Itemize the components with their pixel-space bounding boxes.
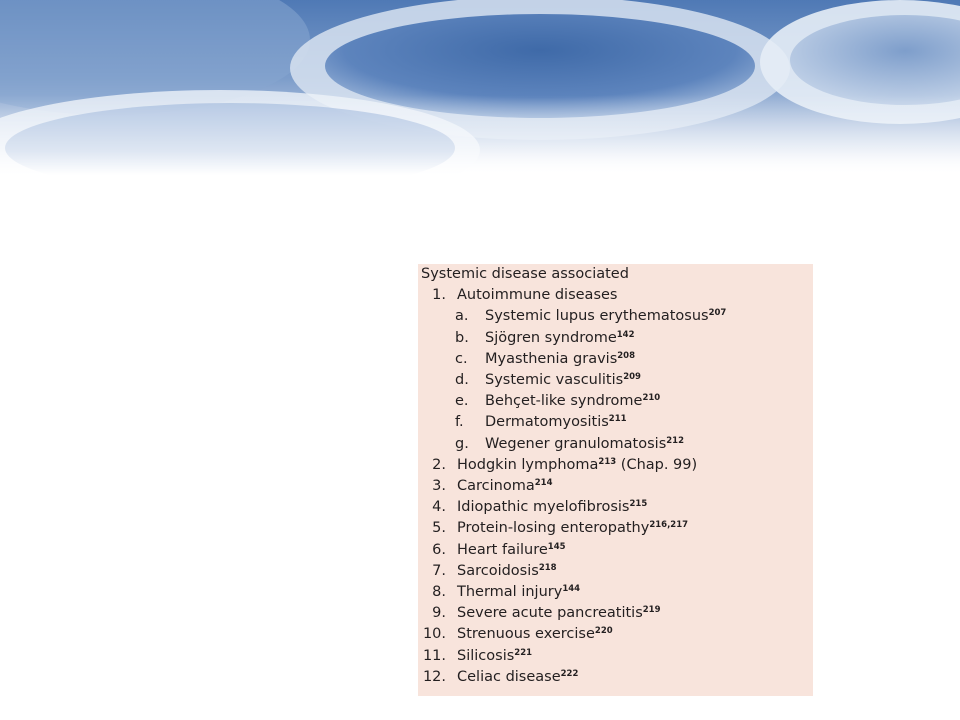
sub-list-item — [418, 391, 813, 412]
item-text — [457, 624, 613, 645]
reference-superscript: 210 — [642, 393, 661, 404]
sub-list-item — [418, 412, 813, 433]
item-label: Thermal injury — [457, 584, 563, 600]
item-label: Celiac disease — [457, 668, 561, 685]
item-text — [457, 497, 647, 518]
item-number: 10. — [422, 626, 446, 643]
sub-list-item — [418, 306, 813, 327]
item-number: 1. — [432, 287, 446, 304]
item-number: 11. — [422, 647, 446, 664]
item-number: d. — [455, 372, 469, 388]
item-label: Protein-losing enteropathy — [457, 520, 650, 537]
item-text — [485, 391, 660, 412]
list-item — [418, 497, 813, 518]
item-text — [485, 412, 627, 433]
reference-superscript: 214 — [534, 478, 553, 488]
reference-superscript: 212 — [666, 435, 684, 446]
item-label: Dermatomyositis — [485, 414, 609, 431]
item-label: Wegener granulomatosis — [485, 435, 667, 452]
item-label: Sarcoidosis — [457, 562, 539, 579]
item-label: Severe acute pancreatitis — [457, 605, 643, 622]
item-text — [485, 434, 684, 455]
item-number: e. — [455, 393, 469, 410]
list-item — [418, 285, 813, 306]
list-item — [418, 518, 813, 539]
item-number: 3. — [432, 478, 446, 494]
item-label: Silicosis — [457, 647, 515, 664]
item-number: 7. — [432, 562, 446, 579]
list-item — [418, 476, 813, 497]
list-item — [418, 624, 813, 645]
reference-superscript: 209 — [623, 372, 641, 382]
reference-superscript: 221 — [514, 647, 533, 658]
reference-superscript: 144 — [562, 584, 581, 594]
item-label: Heart failure — [457, 541, 548, 558]
reference-superscript: 207 — [708, 308, 727, 319]
item-text — [457, 476, 552, 497]
table-excerpt — [418, 264, 813, 696]
sub-list-item — [418, 328, 813, 349]
item-label: Systemic lupus erythematosus — [485, 308, 709, 325]
list-item — [418, 646, 813, 667]
list-item — [418, 540, 813, 561]
item-text — [457, 603, 661, 624]
reference-superscript: 211 — [608, 414, 627, 425]
item-text — [457, 582, 580, 603]
item-text — [457, 455, 697, 476]
table-heading: Systemic disease associated — [421, 266, 629, 282]
list-item — [418, 603, 813, 624]
item-text — [457, 518, 688, 539]
item-text — [457, 561, 557, 582]
item-number: g. — [455, 435, 469, 452]
item-label: Hodgkin lymphoma — [457, 456, 599, 473]
sub-list-item — [418, 370, 813, 391]
item-number: 9. — [432, 605, 446, 622]
reference-superscript: 222 — [560, 668, 579, 679]
list-item — [418, 455, 813, 476]
item-number: 4. — [432, 499, 446, 516]
reference-superscript: 220 — [594, 626, 613, 637]
item-number: 12. — [422, 668, 446, 685]
item-text — [485, 370, 641, 391]
item-label: Sjögren syndrome — [485, 329, 617, 346]
item-number: c. — [455, 350, 468, 367]
reference-superscript: 213 — [598, 456, 617, 467]
item-label: Autoimmune diseases — [457, 287, 618, 304]
list-item — [418, 561, 813, 582]
item-label: Myasthenia gravis — [485, 350, 618, 367]
item-text — [485, 328, 635, 349]
item-number: f. — [455, 414, 464, 431]
list-item — [418, 582, 813, 603]
reference-superscript: 215 — [629, 499, 648, 510]
reference-superscript: 218 — [538, 562, 557, 573]
sub-list-item — [418, 349, 813, 370]
item-label: Behçet-like syndrome — [485, 393, 643, 410]
item-label: Strenuous exercise — [457, 626, 595, 643]
item-number: b. — [455, 329, 469, 346]
item-text — [485, 349, 635, 370]
item-label: Carcinoma — [457, 478, 535, 494]
reference-superscript: 145 — [547, 541, 566, 552]
item-number: a. — [455, 308, 469, 325]
header-banner-graphic — [0, 0, 960, 175]
reference-superscript: 219 — [642, 605, 661, 616]
list-item — [418, 667, 813, 688]
item-text — [457, 667, 578, 688]
item-number: 2. — [432, 456, 446, 473]
item-number: 5. — [432, 520, 446, 537]
item-text — [485, 306, 726, 327]
item-number: 8. — [432, 584, 446, 600]
item-text — [457, 646, 532, 667]
sub-list-item — [418, 434, 813, 455]
reference-superscript: 142 — [616, 329, 635, 340]
item-label: Systemic vasculitis — [485, 372, 624, 388]
item-text — [457, 285, 617, 306]
item-suffix: (Chap. 99) — [616, 456, 698, 473]
item-number: 6. — [432, 541, 446, 558]
item-label: Idiopathic myelofibrosis — [457, 499, 630, 516]
item-text — [457, 540, 566, 561]
reference-superscript: 216,217 — [649, 520, 689, 531]
reference-superscript: 208 — [617, 350, 636, 361]
